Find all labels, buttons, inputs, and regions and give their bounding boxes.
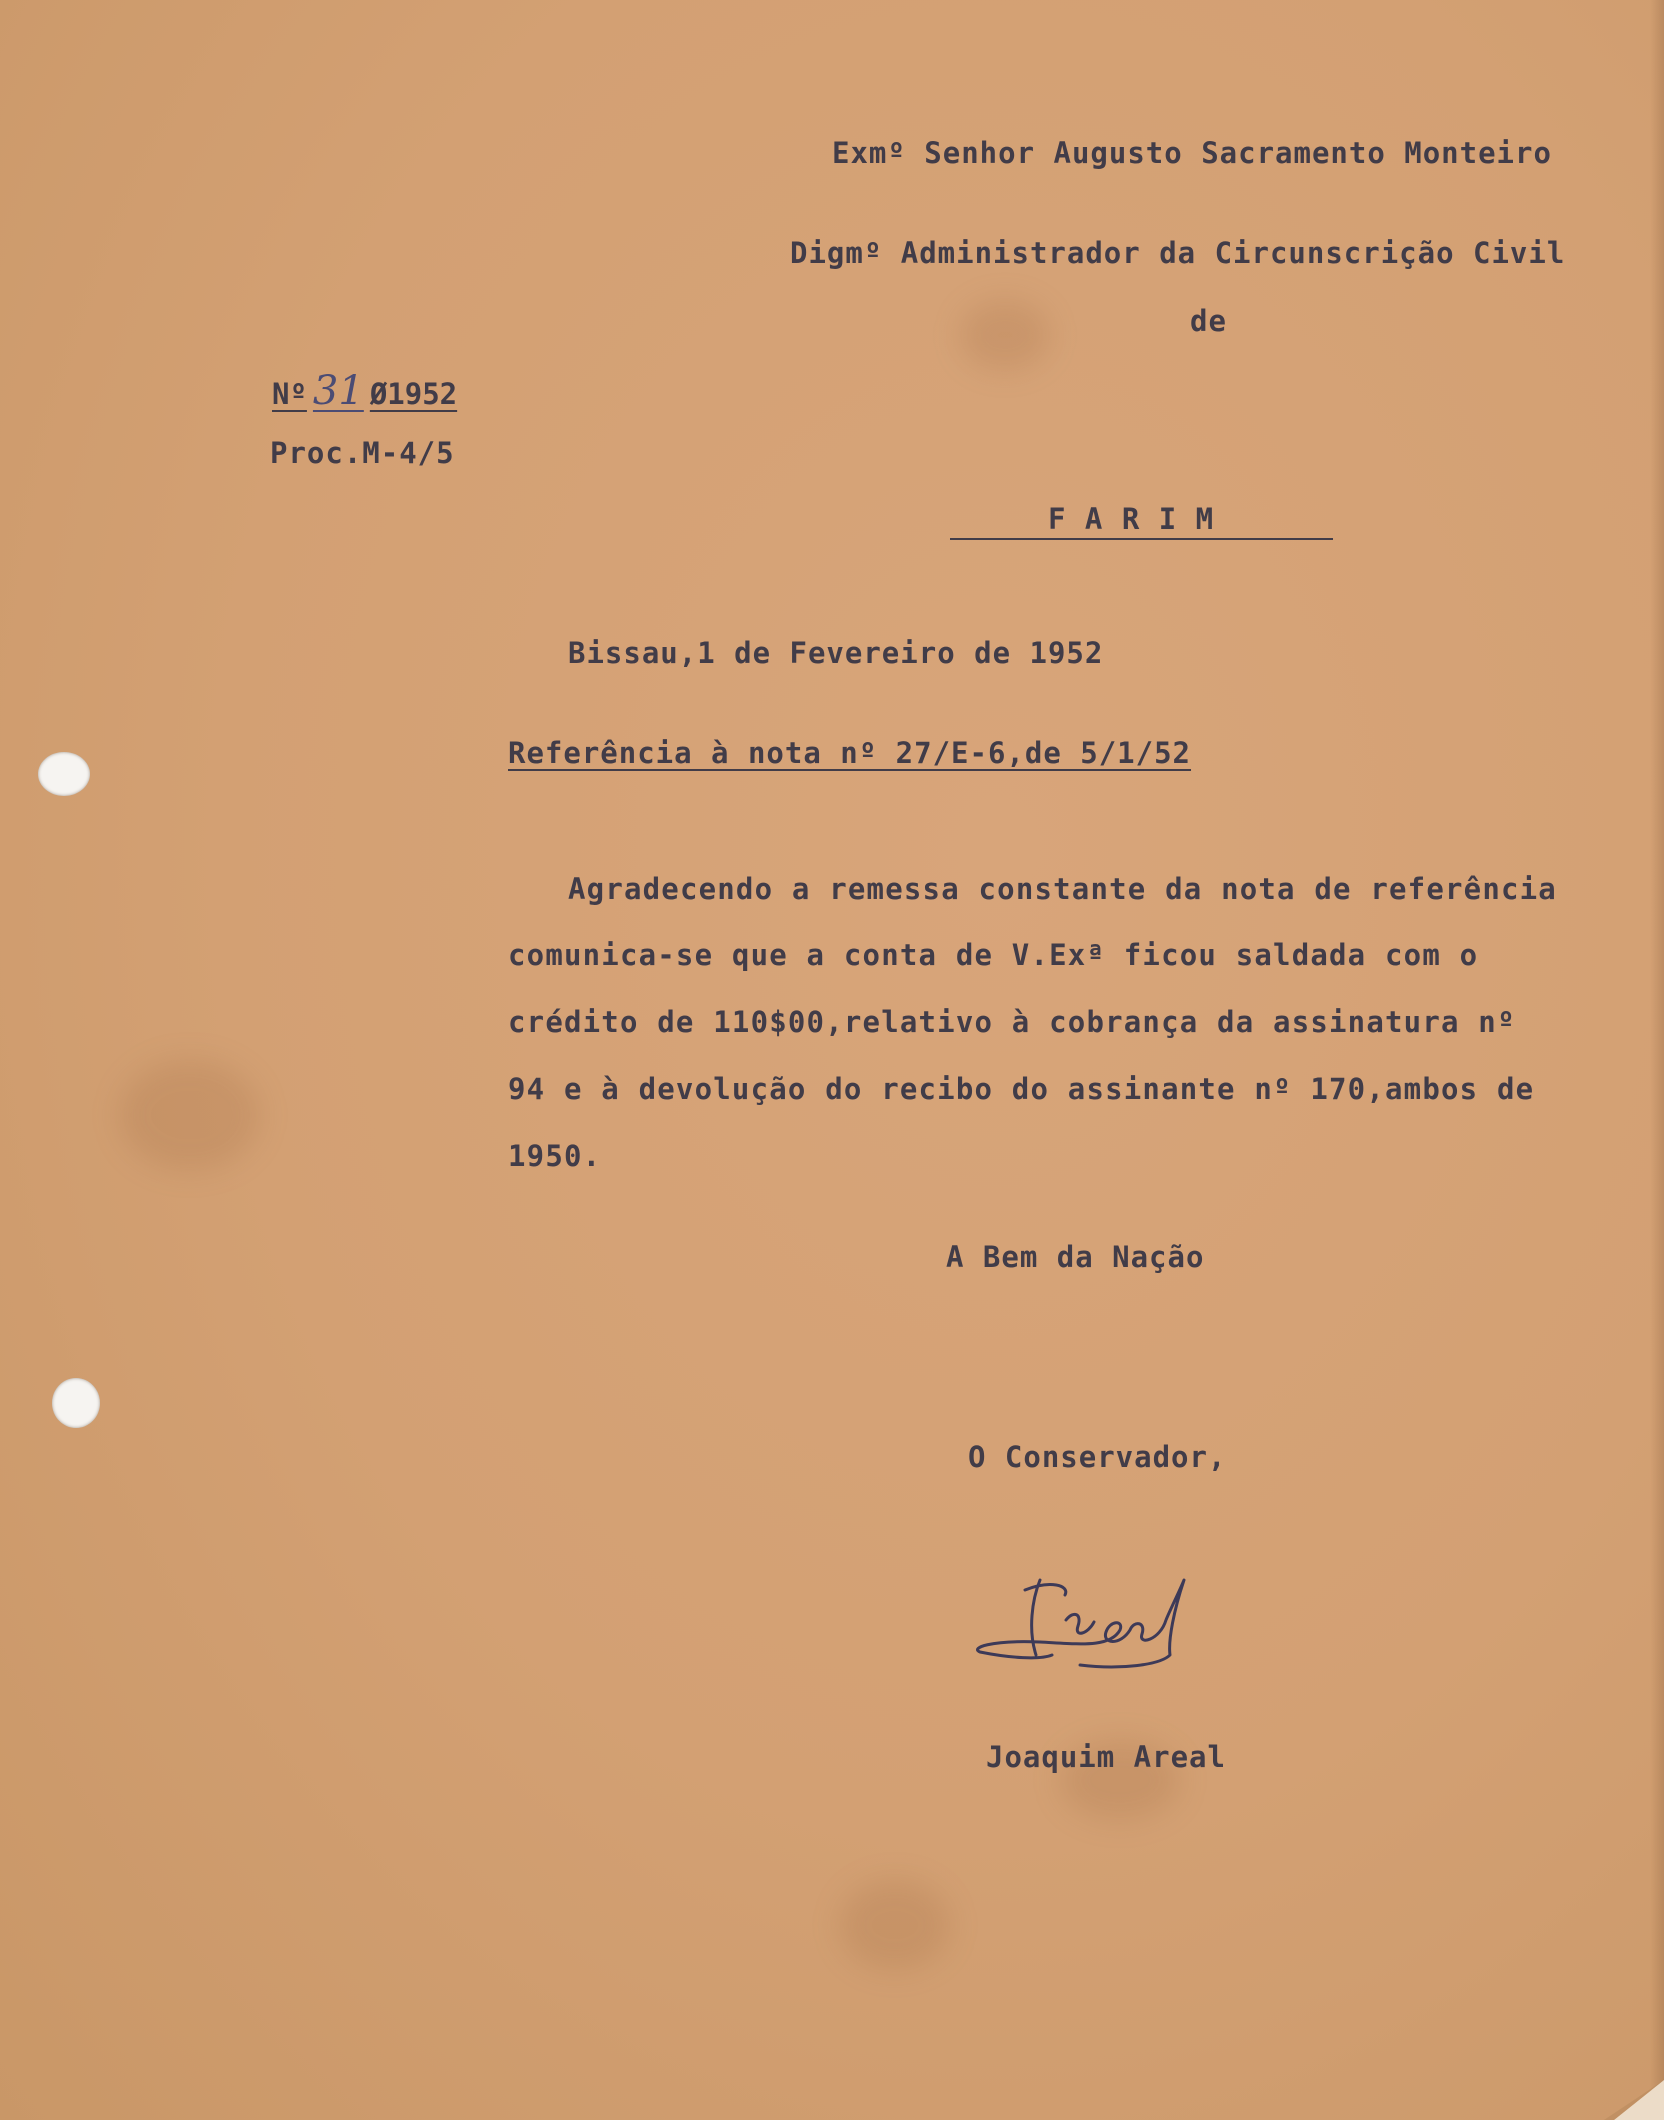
punch-hole-bottom xyxy=(52,1378,100,1428)
process-number: Proc.M-4/5 xyxy=(270,436,455,470)
paper-stain xyxy=(960,300,1050,370)
recipient-title-line: Digmº Administrador da Circunscrição Civil xyxy=(790,236,1566,270)
recipient-name-line: Exmº Senhor Augusto Sacramento Monteiro xyxy=(832,136,1552,170)
subject-line: Referência à nota nº 27/E-6,de 5/1/52 xyxy=(508,736,1192,770)
recipient-de-line: de xyxy=(1190,304,1227,338)
place-underline xyxy=(950,538,1333,540)
reference-prefix: Nº xyxy=(272,377,307,411)
folded-corner xyxy=(1584,2080,1664,2120)
recipient-place: F A R I M xyxy=(1048,502,1215,536)
body-line-4: 94 e à devolução do recibo do assinante nº 170,ambos de xyxy=(508,1072,1535,1106)
handwritten-number: 31 xyxy=(312,368,364,414)
paper-stain xyxy=(120,1060,260,1170)
reference-number xyxy=(272,368,457,414)
reference-year: Ø1952 xyxy=(369,377,458,411)
punch-hole-top xyxy=(38,752,90,796)
date-line: Bissau,1 de Fevereiro de 1952 xyxy=(568,636,1104,670)
paper-stain xyxy=(840,1880,950,1970)
paper-edge-shadow xyxy=(1650,0,1664,2120)
closing-formula: A Bem da Nação xyxy=(946,1240,1205,1274)
body-line-3: crédito de 110$00,relativo à cobrança da assinatura nº xyxy=(508,1005,1516,1039)
signer-name: Joaquim Areal xyxy=(986,1740,1226,1774)
body-line-5: 1950. xyxy=(508,1139,602,1173)
body-line-2: comunica-se que a conta de V.Exª ficou saldada com o xyxy=(508,938,1479,972)
body-line-1: Agradecendo a remessa constante da nota de referência xyxy=(568,872,1557,906)
handwritten-signature xyxy=(970,1560,1230,1680)
signoff-title: O Conservador, xyxy=(968,1440,1227,1474)
